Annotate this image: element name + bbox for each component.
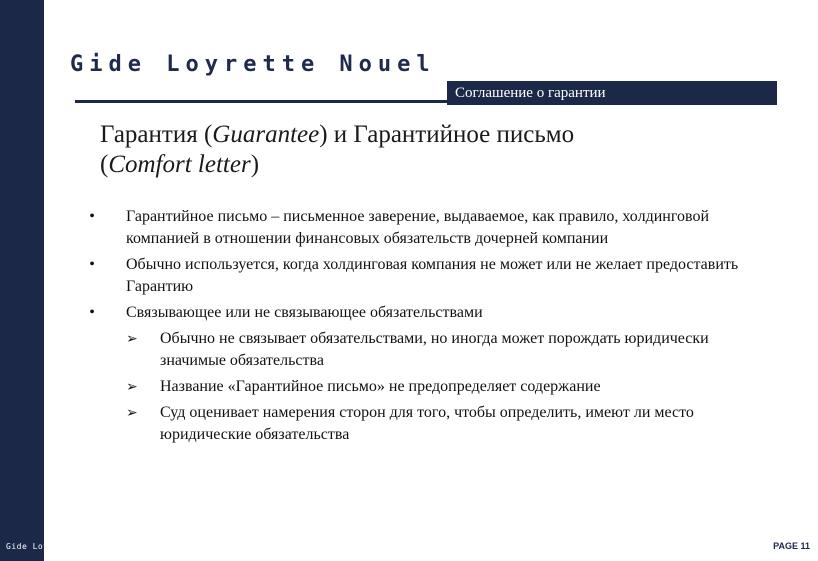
title-part-3: ) и Гарантийное письмо: [319, 121, 575, 148]
sub-bullet-item: [86, 402, 746, 446]
bullet-text: Гарантийное письмо – письменное заверение, выдаваемое, как правило, холдинговой компанией в отношении финансовых обязательств дочерней компании: [126, 208, 710, 247]
sub-bullet-text: Суд оценивает намерения сторон для того, чтобы определить, имеют ли место юридические обязательства: [160, 404, 694, 443]
brand-wordmark: Gide Loyrette Nouel: [70, 52, 436, 77]
title-guarantee: Guarantee: [212, 121, 320, 148]
sub-bullet-text: Название «Гарантийное письмо» не предопределяет содержание: [160, 378, 601, 395]
logo-firm-name: Gide Loyrette Nouel: [6, 542, 108, 551]
bullet-text: Связывающее или не связывающее обязательствами: [126, 304, 483, 321]
bullet-item: [86, 254, 746, 298]
header-rule: [75, 100, 447, 103]
slide-title: [100, 120, 760, 180]
arrow-bullet-icon: ➢: [126, 331, 138, 347]
bullet-list: [86, 206, 746, 450]
bullet-dot-icon: •: [89, 256, 95, 273]
sub-bullet-item: [86, 328, 746, 372]
sub-bullet-item: [86, 376, 746, 398]
title-part-4: (: [100, 151, 109, 178]
bullet-text: Обычно используется, когда холдинговая компания не может или не желает предоставить Гарантию: [126, 256, 739, 295]
page-number: PAGE 11: [773, 541, 810, 551]
title-part-6: ): [250, 151, 260, 178]
title-comfort-letter: Comfort letter: [108, 151, 251, 178]
logo-abbreviation: GLN: [49, 528, 73, 538]
bullet-item: [86, 302, 746, 324]
title-part-1: Гарантия (: [100, 121, 213, 148]
left-sidebar-band: [0, 0, 44, 561]
sub-bullet-text: Обычно не связывает обязательствами, но иногда может порождать юридически значимые обязательства: [160, 330, 709, 369]
bullet-dot-icon: •: [89, 208, 95, 225]
arrow-bullet-icon: ➢: [126, 379, 138, 395]
bullet-item: [86, 206, 746, 250]
arrow-bullet-icon: ➢: [126, 405, 138, 421]
logo-bars-icon: [46, 488, 72, 524]
section-tag: Соглашение о гарантии: [447, 81, 777, 105]
bullet-dot-icon: •: [89, 304, 95, 321]
